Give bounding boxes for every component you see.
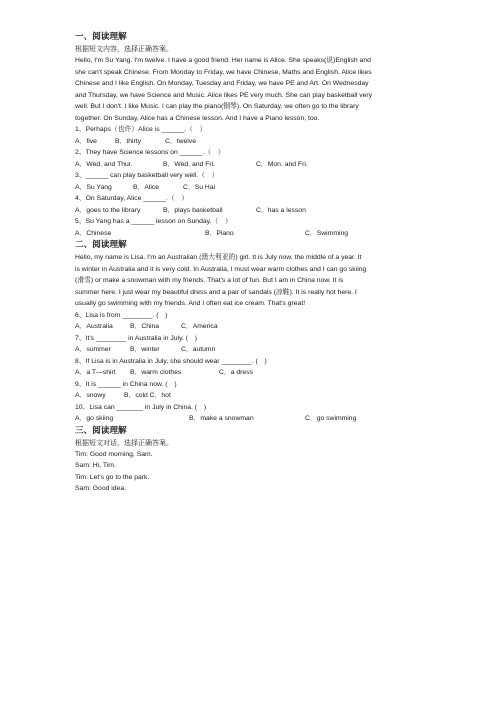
question-1: 1、Perhaps（也许）Alice is ______.（ ） <box>75 126 207 133</box>
dialogue-line: Sam: Hi, Tim. <box>75 462 116 469</box>
question-6-options <box>75 321 425 333</box>
question-5-options <box>75 228 425 240</box>
option-a[interactable]: A．Chinese <box>75 229 112 237</box>
option-a[interactable]: A．Su Yang <box>75 183 112 191</box>
question-9: 9、It is ______ in China now. ( ) <box>75 380 177 388</box>
question-5: 5、Su Yang has a ______ lesson on Sunday.（ ） <box>75 218 232 225</box>
dialogue-line: Sam: Good idea. <box>75 485 127 492</box>
passage-line: usually go swimming with my friends. And I often eat ice cream. That's great! <box>75 300 306 307</box>
question-8-options <box>75 367 425 379</box>
option-c[interactable]: C．Swimming <box>305 229 349 237</box>
section-3-instruction: 根据短文对话，选择正确答案。 <box>75 438 173 447</box>
option-a[interactable]: A．Australia <box>75 323 113 330</box>
question-8: 8、If Lisa is in Australia in July, she should wear ________. ( ) <box>75 357 267 365</box>
option-c[interactable]: C．has a lesson <box>256 206 306 214</box>
section-1-title: 一、阅读理解 <box>75 32 127 42</box>
option-a[interactable]: A．Wed. and Thur. <box>75 160 133 168</box>
question-7: 7、It's ________ in Australia in July. ( ) <box>75 334 198 342</box>
passage-line: Hello, my name is Lisa. I'm an Australian (澳大利亚的) girl. It is July now, the middle of a year. It <box>75 254 362 261</box>
question-3-options <box>75 182 425 194</box>
section-1-passage <box>75 55 425 124</box>
dialogue-line: Tim: Good morning, Sam. <box>75 450 153 458</box>
option-c[interactable]: C．autumn <box>181 346 216 353</box>
option-a[interactable]: A．go skiing <box>75 415 114 422</box>
question-4: 4、On Saturday, Alice ______.（ ） <box>75 195 189 202</box>
question-10-options <box>75 413 425 425</box>
passage-line: Hello, I'm Su Yang. I'm twelve. I have a good friend. Her name is Alice. She speaks(说)English and <box>75 57 371 64</box>
question-2-options <box>75 159 425 171</box>
option-a[interactable]: A．summer <box>75 346 111 353</box>
option-b[interactable]: B．plays basketball <box>163 206 223 214</box>
option-b[interactable]: B．Wed. and Fri. <box>163 160 216 168</box>
question-7-options <box>75 344 425 356</box>
option-c[interactable]: C．Su Hai <box>183 183 216 191</box>
worksheet-content <box>75 31 425 495</box>
passage-line: and Thursday, we have Science and Music. Alice likes PE very much. She can play basketball very <box>75 91 373 99</box>
section-1-instruction: 根据短文内容，选择正确答案。 <box>75 45 173 53</box>
question-9-options <box>75 390 425 402</box>
option-a[interactable]: A．goes to the library <box>75 206 141 214</box>
section-2-passage <box>75 252 425 310</box>
option-c[interactable]: C．twelve <box>165 137 196 145</box>
option-b[interactable]: B．China <box>130 323 160 330</box>
passage-line: together. On Sunday, Alice has a Chinese lesson. And I have a Piano lesson, too. <box>75 114 320 122</box>
option-b[interactable]: B．warm clothes <box>130 369 182 376</box>
question-3: 3、______ can play basketball very well.（ ） <box>75 172 219 179</box>
option-a[interactable]: A．five <box>75 137 97 145</box>
dialogue-line: Tim: Let's go to the park. <box>75 473 150 481</box>
question-4-options <box>75 205 425 217</box>
question-2: 2、They have Science lessons on ______.（ ） <box>75 149 225 156</box>
option-c[interactable]: C．America <box>181 323 218 330</box>
section-3-title: 三、阅读理解 <box>75 425 127 436</box>
section-3-dialogue <box>75 449 425 495</box>
option-a[interactable]: A．snowy <box>75 392 106 399</box>
passage-line: well. But I don't. I like Music. I can play the piano(钢琴). On Saturday, we often go to the library <box>75 103 359 110</box>
option-b[interactable]: B．thirty <box>115 137 142 145</box>
passage-line: summer here. I just wear my beautiful dress and a pair of sandals (凉鞋). It is really hot here. I <box>75 288 357 296</box>
question-6: 6、Lisa is from ________. ( ) <box>75 311 168 319</box>
question-10: 10、Lisa can _______ in July in China. ( ) <box>75 403 207 411</box>
passage-line: she can't speak Chinese. From Monday to Friday, we have Chinese, Maths and English. Alice likes <box>75 68 372 76</box>
option-b[interactable]: B．Piano <box>205 229 234 237</box>
option-a[interactable]: A．a T—shirt <box>75 369 116 376</box>
question-1-options <box>75 136 425 148</box>
passage-line: is winter in Australia and it is very cold. In Australia, I must wear warm clothes and I can go skiing <box>75 265 367 273</box>
option-c[interactable]: C．a dress <box>219 369 253 376</box>
option-c[interactable]: C．go swimming <box>305 415 357 422</box>
option-b[interactable]: B．winter <box>130 346 160 353</box>
passage-line: (滑雪) or make a snowman with my friends. That's a lot of fun. But I am in China now. It is <box>75 277 344 284</box>
option-c[interactable]: C．Mon. and Fri. <box>256 160 308 168</box>
option-b[interactable]: B．Alice <box>133 183 160 191</box>
section-2-title: 二、阅读理解 <box>75 240 127 250</box>
option-b-c[interactable]: B．cold C．hot <box>124 392 171 399</box>
option-b[interactable]: B．make a snowman <box>189 415 254 422</box>
passage-line: Chinese and I like English. On Monday, Tuesday and Friday, we have PE and Art. On Wednesday <box>75 80 369 87</box>
